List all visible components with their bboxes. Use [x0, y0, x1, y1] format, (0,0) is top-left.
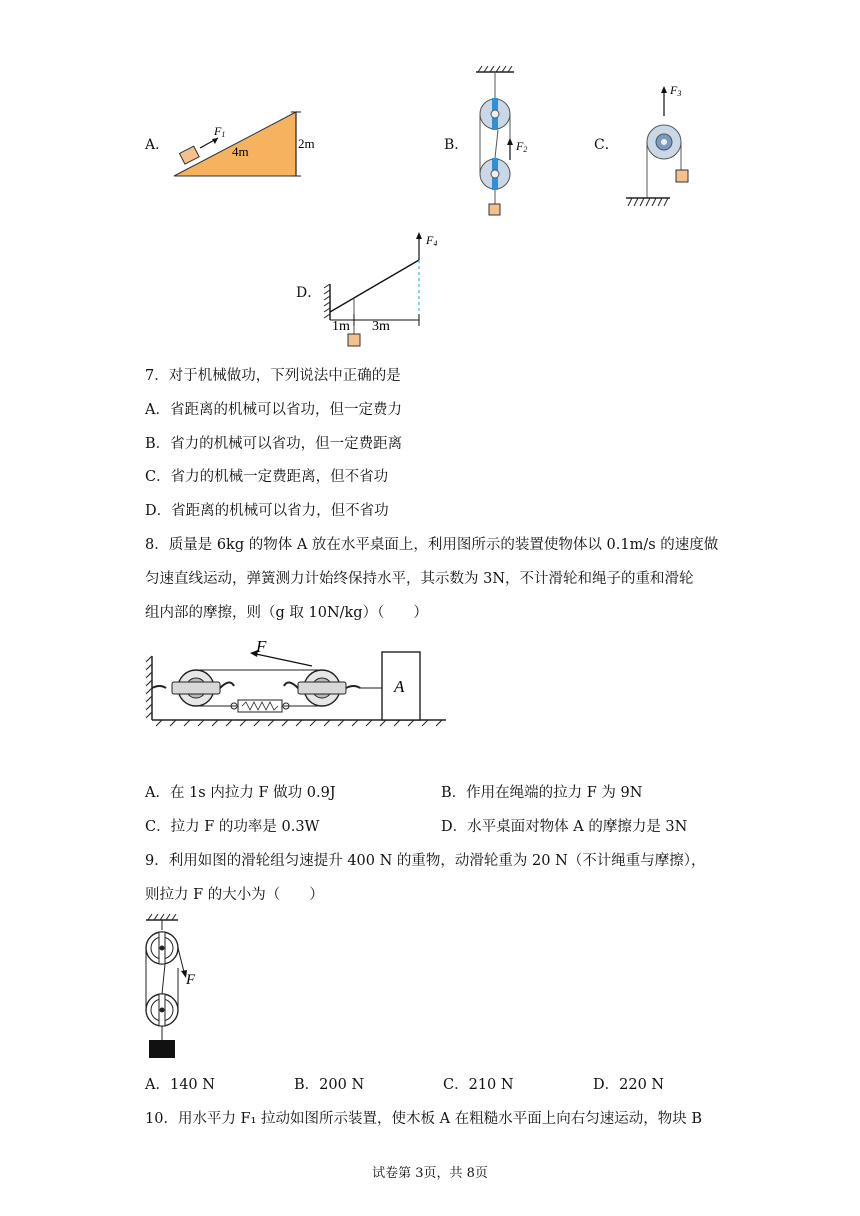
lever-figure-d — [318, 228, 468, 350]
incline-figure — [170, 104, 330, 184]
q8-option-a: A．在 1s 内拉力 F 做功 0.9J — [145, 785, 336, 801]
q7-option-d: D．省距离的机械可以省力，但不省功 — [145, 503, 389, 519]
q9-option-b: B．200 N — [294, 1077, 365, 1093]
horizontal-pulley-figure — [144, 636, 454, 732]
q7-option-c: C．省力的机械一定费距离，但不省功 — [145, 469, 389, 485]
q6-option-b-label: B． — [444, 137, 469, 153]
force-f-label: F — [256, 637, 267, 656]
lever-d2-label: 3m — [372, 319, 390, 334]
force-f2-label: F2 — [516, 139, 528, 154]
q8-option-d: D．水平桌面对物体 A 的摩擦力是 3N — [441, 819, 688, 835]
q10-stem-line-1: 10．用水平力 F₁ 拉动如图所示装置，使木板 A 在粗糙水平面上向右匀速运动，物块 B — [145, 1111, 702, 1127]
force-f4-label: F4 — [426, 233, 438, 248]
force-f1-label: F1 — [214, 124, 226, 139]
q7-stem: 7．对于机械做功，下列说法中正确的是 — [145, 368, 401, 384]
q7-option-b: B．省力的机械可以省功，但一定费距离 — [145, 436, 403, 452]
q8-option-b: B．作用在绳端的拉力 F 为 9N — [441, 785, 643, 801]
q6-option-a-label: A． — [145, 137, 170, 153]
q8-stem-line-1: 8．质量是 6kg 的物体 A 放在水平桌面上，利用图所示的装置使物体以 0.1m/s 的速度做 — [145, 537, 719, 553]
q8-option-c: C．拉力 F 的功率是 0.3W — [145, 819, 320, 835]
page-footer: 试卷第 3页，共 8页 — [372, 1166, 488, 1181]
q6-option-c-label: C． — [594, 137, 619, 153]
force-f-label-q9: F — [186, 972, 196, 988]
q9-option-d: D．220 N — [593, 1077, 665, 1093]
lever-d1-label: 1m — [332, 319, 350, 334]
block-a-label: A — [394, 677, 405, 696]
q8-stem-line-3: 组内部的摩擦，则（g 取 10N/kg）（ ） — [145, 605, 428, 621]
height-label: 2m — [298, 136, 315, 151]
vertical-pulley-figure — [140, 912, 210, 1062]
q9-option-c: C．210 N — [443, 1077, 514, 1093]
q9-option-a: A．140 N — [145, 1077, 215, 1093]
slope-length-label: 4m — [232, 144, 249, 159]
force-f3-label: F3 — [670, 83, 682, 98]
pulley-block-figure-b — [468, 64, 538, 220]
q9-stem-line-1: 9．利用如图的滑轮组匀速提升 400 N 的重物，动滑轮重为 20 N（不计绳重与摩擦）， — [145, 853, 706, 869]
q9-stem-line-2: 则拉力 F 的大小为（ ） — [145, 887, 324, 903]
q6-option-d-label: D． — [296, 285, 322, 301]
q7-option-a: A．省距离的机械可以省功，但一定费力 — [145, 402, 402, 418]
fixed-pulley-figure-c — [618, 76, 708, 212]
q8-stem-line-2: 匀速直线运动，弹簧测力计始终保持水平，其示数为 3N，不计滑轮和绳子的重和滑轮 — [145, 571, 694, 587]
